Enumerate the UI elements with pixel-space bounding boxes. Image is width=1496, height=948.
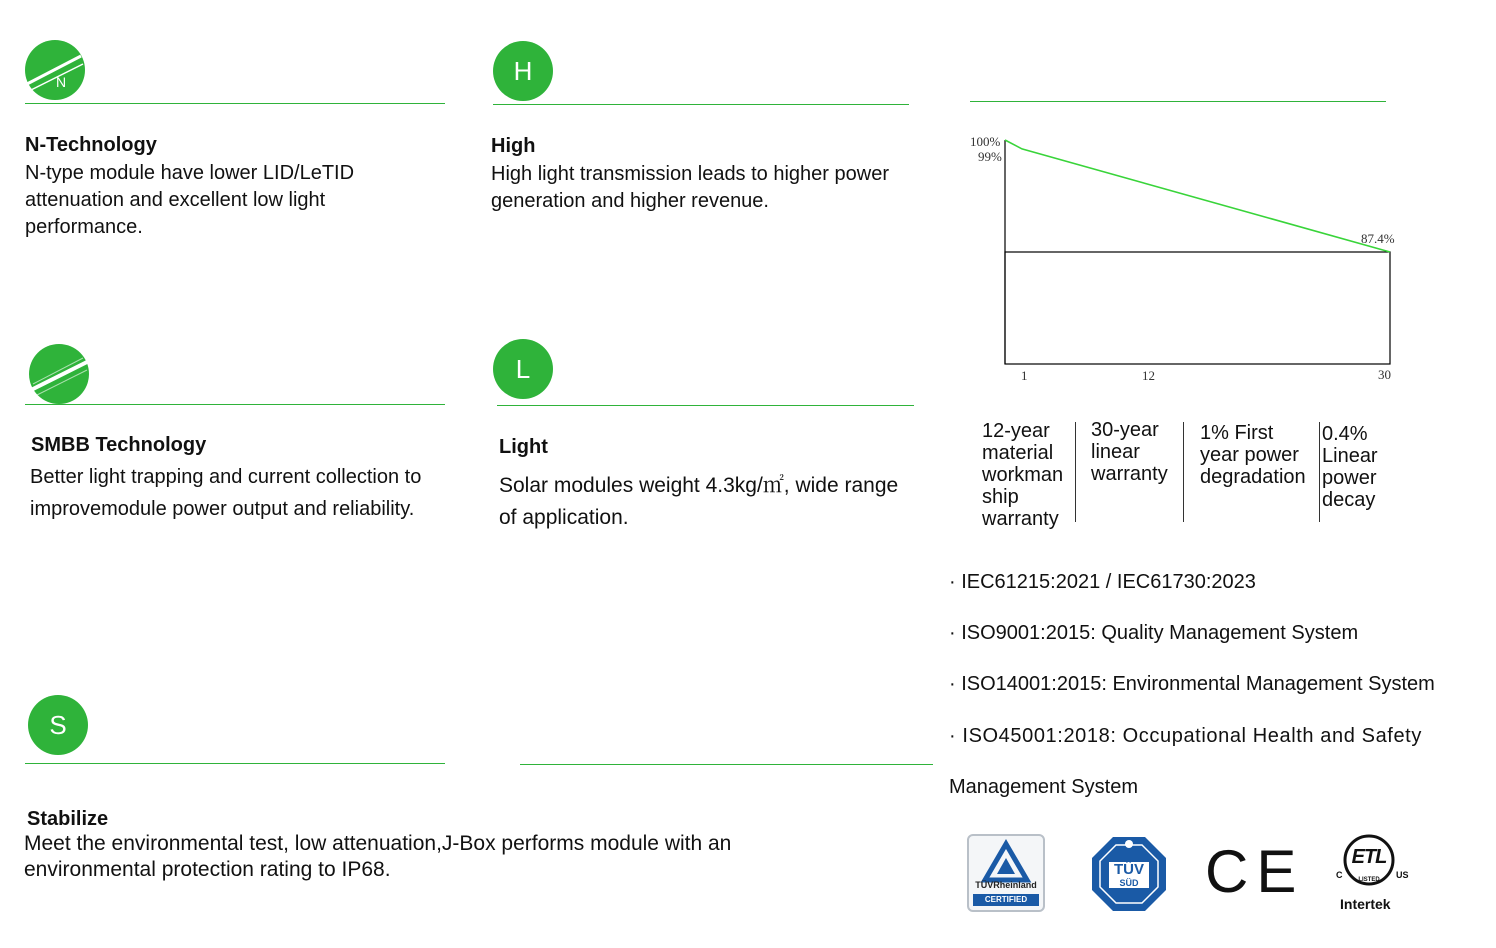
chart-top-rule	[970, 101, 1386, 102]
tuv-rheinland-logo	[967, 834, 1045, 912]
stabilize-title: Stabilize	[27, 808, 109, 830]
smbb-rule	[25, 404, 445, 405]
chart-xtick-1: 1	[1021, 368, 1028, 383]
chart-box	[1005, 252, 1390, 364]
chart-label-100: 100%	[970, 134, 1001, 149]
chart-label-87-4: 87.4%	[1361, 231, 1395, 246]
etl-left: C	[1336, 870, 1343, 880]
chart-xtick-12: 12	[1142, 368, 1155, 383]
tuv-rheinland-badge: CERTIFIED	[973, 894, 1039, 906]
n-technology-title: N-Technology	[25, 134, 157, 156]
stabilize-icon: S	[28, 695, 88, 755]
high-icon: H	[493, 41, 553, 101]
etl-right: US	[1396, 870, 1409, 880]
warranty-material: 12-year material workman ship warranty	[982, 420, 1064, 530]
tuv-sud-logo	[1090, 835, 1168, 913]
high-title: High	[491, 135, 536, 157]
power-degradation-chart	[965, 125, 1405, 390]
warranty-linear: 30-year linear warranty	[1091, 419, 1168, 485]
warranty-linear-decay: 0.4% Linear power decay	[1322, 423, 1378, 511]
light-desc: Solar modules weight 4.3kg/㎡, wide range of application.	[499, 474, 899, 529]
tuv-rheinland-name: TÜVRheinland	[975, 880, 1037, 890]
n-technology-desc: N-type module have lower LID/LeTID attenuation and excellent low light performance.	[25, 162, 355, 238]
high-desc: High light transmission leads to higher power generation and higher revenue.	[491, 163, 889, 212]
smbb-icon	[29, 344, 89, 404]
chart-series-line	[1005, 140, 1390, 252]
cert-iso45001-cont: Management System	[949, 776, 1138, 798]
warranty-divider-1	[1075, 422, 1076, 522]
warranty-divider-3	[1319, 422, 1320, 522]
warranty-first-year: 1% First year power degradation	[1200, 422, 1306, 488]
warranty-divider-2	[1183, 422, 1184, 522]
light-icon: L	[493, 339, 553, 399]
smbb-title: SMBB Technology	[31, 434, 207, 456]
smbb-desc: Better light trapping and current collection to improvemodule power output and reliability.	[30, 466, 422, 520]
etl-mark: ETL	[1351, 846, 1387, 868]
high-rule	[493, 104, 909, 105]
n-technology-icon	[25, 40, 85, 100]
n-technology-rule	[25, 103, 445, 104]
light-rule	[497, 405, 914, 406]
light-title: Light	[499, 436, 548, 458]
n-technology-icon-letter: N	[55, 74, 67, 90]
cert-iso9001: · ISO9001:2015: Quality Management System	[949, 622, 1359, 644]
chart-label-99: 99%	[978, 149, 1002, 164]
section-rule-middle	[520, 764, 933, 765]
chart-xtick-30: 30	[1378, 367, 1391, 382]
etl-ring-text: LISTED	[1358, 877, 1380, 883]
stabilize-desc: Meet the environmental test, low attenuation,J-Box performs module with an environmental protection rating to IP68.	[24, 832, 732, 881]
tuv-sud-main: TÜV	[1114, 861, 1144, 878]
tuv-sud-sub: SÜD	[1119, 878, 1139, 888]
cert-iso14001: · ISO14001:2015: Environmental Management System	[949, 673, 1435, 695]
cert-iec: · IEC61215:2021 / IEC61730:2023	[949, 571, 1256, 593]
cert-iso45001: · ISO45001:2018: Occupational Health and Safety	[949, 725, 1422, 747]
etl-intertek-logo	[1336, 830, 1416, 915]
etl-company: Intertek	[1340, 896, 1391, 912]
ce-mark-logo: CE	[1205, 838, 1305, 905]
stabilize-rule	[25, 763, 445, 764]
